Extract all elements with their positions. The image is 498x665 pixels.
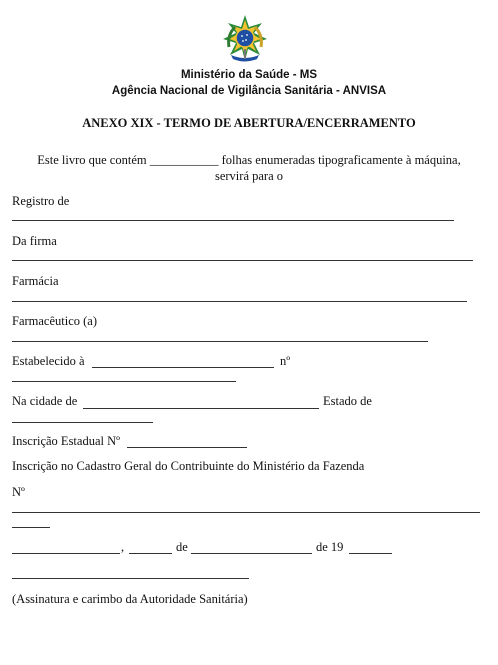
blank-line-date-day	[129, 553, 172, 554]
blank-line-firma	[12, 260, 473, 261]
blank-line-date-place	[12, 553, 120, 554]
intro-line-1: Este livro que contém ___________ folhas enumeradas tipograficamente à máquina,	[37, 153, 461, 167]
label-cadastro-geral: Inscrição no Cadastro Geral do Contribuinte do Ministério da Fazenda	[12, 459, 365, 473]
signature-line	[12, 578, 249, 579]
label-farmaceutico: Farmacêutico (a)	[12, 314, 98, 328]
blank-line-numero	[12, 381, 236, 382]
header-agency: Agência Nacional de Vigilância Sanitária - ANVISA	[111, 85, 387, 97]
date-comma: ,	[121, 540, 125, 554]
brazil-coat-of-arms-emblem	[219, 13, 271, 67]
label-cidade: Na cidade de	[12, 394, 78, 408]
blank-line-cidade	[83, 408, 319, 409]
blank-line-date-year	[349, 553, 392, 554]
label-numero: nº	[280, 354, 291, 368]
date-de-1: de	[176, 540, 188, 554]
blank-line-estado	[12, 422, 153, 423]
intro-line-2: servirá para o	[214, 169, 284, 183]
blank-line-farmaceutico	[12, 341, 428, 342]
blank-line-farmacia	[12, 301, 467, 302]
label-estado: Estado de	[323, 394, 372, 408]
header-ministry: Ministério da Saúde - MS	[180, 69, 318, 81]
blank-line-cadastro-1	[12, 512, 480, 513]
blank-line-inscricao-estadual	[127, 447, 247, 448]
label-registro: Registro de	[12, 194, 70, 208]
blank-line-estabelecido	[92, 367, 274, 368]
date-de-19: de 19	[316, 540, 344, 554]
label-cadastro-numero: Nº	[12, 485, 25, 499]
document-title: ANEXO XIX - TERMO DE ABERTURA/ENCERRAMENTO	[82, 116, 416, 130]
blank-line-date-month	[191, 553, 312, 554]
label-estabelecido: Estabelecido à	[12, 354, 85, 368]
blank-line-cadastro-2	[12, 527, 50, 528]
label-inscricao-estadual: Inscrição Estadual Nº	[12, 434, 121, 448]
label-firma: Da firma	[12, 234, 57, 248]
label-farmacia: Farmácia	[12, 274, 59, 288]
signature-caption: (Assinatura e carimbo da Autoridade Sanitária)	[12, 592, 248, 606]
blank-line-registro	[12, 220, 454, 221]
